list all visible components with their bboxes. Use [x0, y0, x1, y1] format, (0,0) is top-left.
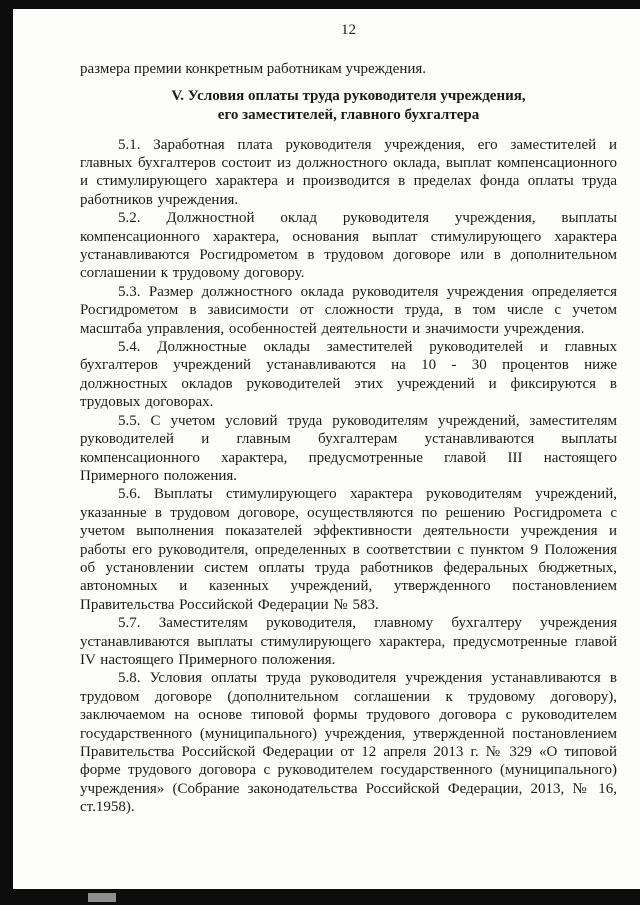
section-heading-line2: его заместителей, главного бухгалтера: [217, 107, 480, 123]
scan-edge-top: [0, 0, 640, 9]
section-heading: [80, 87, 617, 124]
paragraph-5-3: 5.3. Размер должностного оклада руководителя учреждения определяется Росгидрометом в зависимости от сложности труда, в том числе с учетом масштаба управления, особенностей деятельности и значимости учреждения.: [80, 283, 617, 337]
body-paragraphs: [80, 136, 617, 817]
scan-artifact: [88, 893, 116, 902]
paragraph-5-7: 5.7. Заместителям руководителя, главному бухгалтеру учреждения устанавливаются выплаты стимулирующего характера, предусмотренные главой IV настоящего Примерного положения.: [80, 615, 617, 668]
section-heading-line1: V. Условия оплаты труда руководителя учреждения,: [171, 88, 526, 105]
paragraph-5-5: 5.5. С учетом условий труда руководителям учреждений, заместителям руководителей и главным бухгалтерам устанавливаются выплаты компенсационного характера, предусмотренные главой III настоящего Примерного положения.: [80, 412, 617, 484]
paragraph-5-1: 5.1. Заработная плата руководителя учреждения, его заместителей и главных бухгалтеров состоит из должностного оклада, выплат компенсационного и стимулирующего характера и производится в пределах фонда оплаты труда работников учреждения.: [80, 136, 617, 208]
continuation-text: размера премии конкретным работникам учреждения.: [80, 61, 427, 77]
paragraph-5-2: 5.2. Должностной оклад руководителя учреждения, выплаты компенсационного характера, основания выплат стимулирующего характера устанавливаются Росгидрометом в трудовом договоре или в дополнительном соглашении к трудовому договору.: [80, 210, 617, 282]
scan-edge-left: [0, 0, 13, 905]
paragraph-5-4: 5.4. Должностные оклады заместителей руководителей и главных бухгалтеров учреждений устанавливаются на 10 - 30 процентов ниже должностных окладов руководителей этих учреждений и фиксируются в трудовых договорах.: [80, 339, 617, 411]
paragraph-5-8: 5.8. Условия оплаты труда руководителя учреждения устанавливаются в трудовом договоре (дополнительном соглашении к трудовому договору), заключаемом на основе типовой формы трудового договора с руководителем государственного (муниципального) учреждения, утвержденной постановлением Правительства Российской Федерации от 12 апреля 2013 г. № 329 «О типовой форме трудового договора с руководителем государственного (муниципального) учреждения» (Собрание законодательства Российской Федерации, 2013, № 16, ст.1958).: [80, 670, 617, 816]
document-content: [80, 20, 617, 817]
page-number: 12: [341, 22, 356, 38]
paragraph-5-6: 5.6. Выплаты стимулирующего характера руководителям учреждений, указанные в трудовом договоре, осуществляются по решению Росгидромета с учетом выполнения показателей эффективности деятельности учреждения и работы его руководителя, определенных в соответствии с пунктом 9 Положения об установлении систем оплаты труда работников федеральных бюджетных, автономных и казенных учреждений, утвержденного постановлением Правительства Российской Федерации № 583.: [80, 486, 617, 613]
